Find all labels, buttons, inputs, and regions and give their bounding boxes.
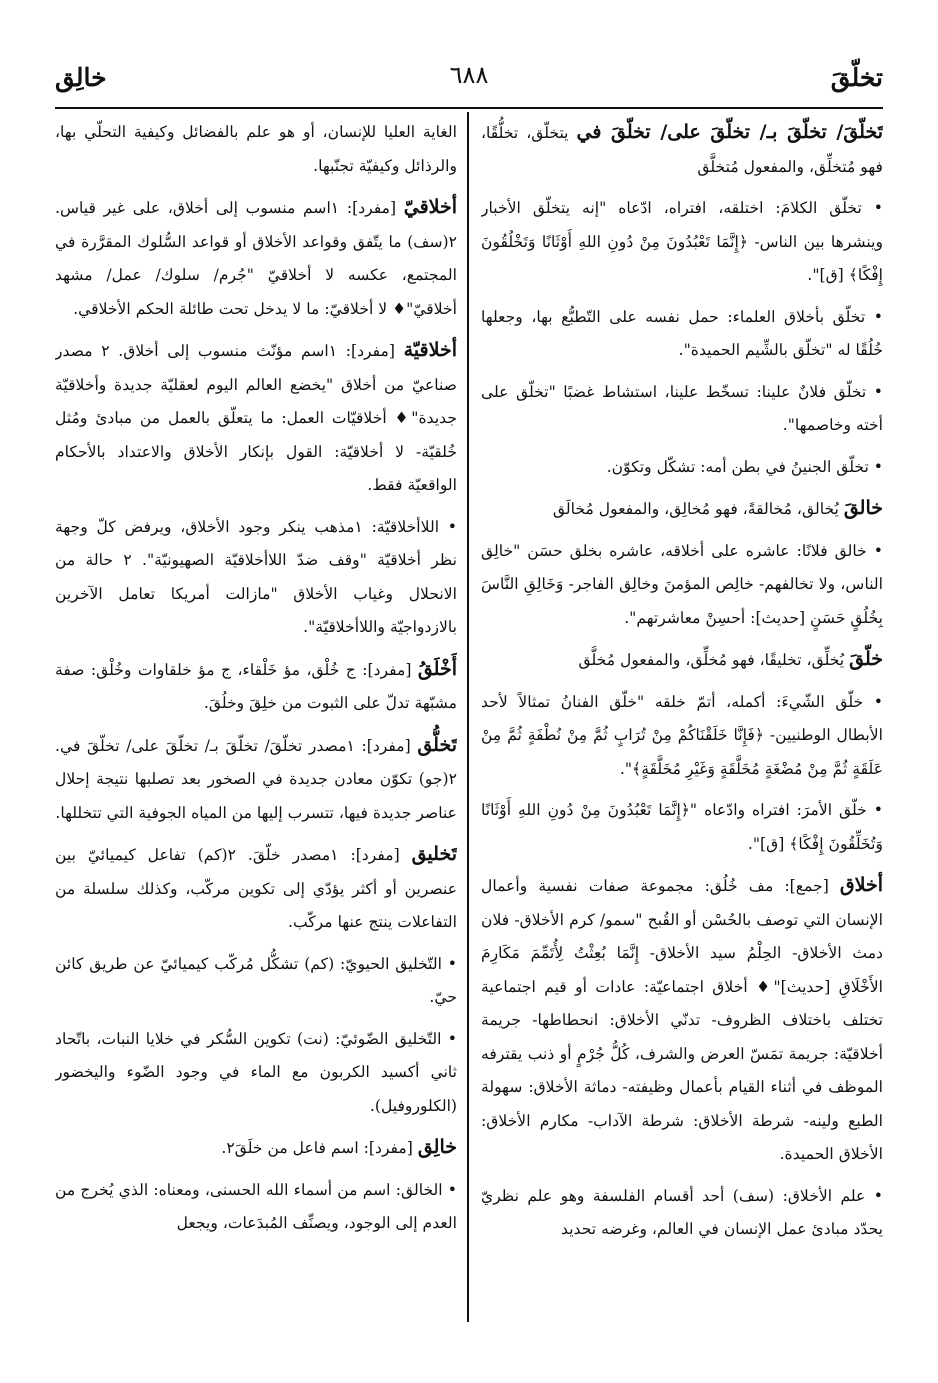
entry-headword: تَخليق (411, 843, 457, 865)
dictionary-entry (481, 869, 883, 1172)
entry-text: • خلّق الأمرَ: افتراه وادّعاه "﴿إِنَّمَا تَعْبُدُونَ مِنْ دُونِ اللهِ أَوْثَانًا وَتُخَلِّقُونَ إِفْكًا﴾ [ق]". (481, 801, 883, 853)
entry-text: [مفرد]: ١اسم مؤنّث منسوب إلى أخلاق. ٢ مصدر صناعيّ من أخلاق "يخضع العالم اليوم لعقليّة جديدة وأخلاقيّة جديدة"♦ أخلاقيّات العمل: ما يتعلّق بالعمل من مبادئ ومُثل خُلقيّة- لا أخلاقيّة: القول بإنكار الأخلاق والاعتداد بالأحكام الواقعيّة فقط. (55, 342, 457, 494)
entry-text: [مفرد]: ١مصدر تخلّقَ/ تخلّقَ بـ/ تخلّقَ على/ تخلّقَ في. ٢(جو) تكوّن معادن جديدة في الصخور بعد تصلبها نتيجة إحلال عناصر جديدة فيها، تتسرب إليها من المياه الجوفية التي تتخللها. (55, 736, 457, 822)
dictionary-entry (55, 511, 457, 645)
entry-headword: تَخلُّق (417, 733, 457, 756)
dictionary-entry (55, 191, 457, 326)
right-column (481, 116, 883, 1331)
entry-text: • التّخليق الضّوئيّ: (نت) تكوين السُّكر في خلايا النبات، باتّحاد ثاني أكسيد الكربون مع الماء في وجود الضّوء واليخضور (الكلوروفيل). (55, 1029, 457, 1115)
entry-text: [مفرد]: ١مصدر خلّقَ. ٢(كم) تفاعل كيميائيّ بين عنصرين أو أكثر يؤدّي إلى تكوين مركّب، وكذلك سلسلة من التفاعلات ينتج عنها مركّب. (55, 846, 457, 931)
dictionary-entry (481, 376, 883, 443)
entry-text: • الخالق: اسم من أسماء الله الحسنى، ومعناه: الذي يُخرج من العدم إلى الوجود، ويصنِّف المُبدَعات، ويجعل (55, 1180, 457, 1232)
page-number: ٦٨٨ (449, 61, 489, 89)
dictionary-entry (55, 1023, 457, 1124)
entry-headword: خالقَ (843, 497, 883, 519)
entry-headword: تَخلّقَ/ تخلّقَ بـ/ تخلّقَ على/ تخلّقَ في (576, 121, 883, 143)
dictionary-entry (481, 116, 883, 184)
dictionary-entry (481, 192, 883, 293)
entry-text: • تخلّق الجنينُ في بطن أمه: تشكّل وتكوّن. (606, 457, 883, 476)
entry-text: • تخلّق بأخلاق العلماء: حمل نفسه على التّطبُّع بها، وجعلها خُلُقًا له "تخلّق بالشِّيم الحميدة". (481, 307, 883, 359)
entry-text: يُخالق، مُخالقةً، فهو مُخالِق، والمفعول مُخالَق (552, 500, 844, 518)
entry-text: • علم الأخلاق: (سف) أحد أقسام الفلسفة وهو علم نظريّ يحدّد مبادئ عمل الإنسان في العالم، وغرضه تحديد (481, 1186, 883, 1238)
header-left-headword: خالِق (55, 63, 107, 92)
entry-text: • تخلّق فلانٌ علينا: تسخّط علينا، استشاط غضبًا "تخلّق على أخته وخاصمها". (481, 382, 883, 434)
entry-text: [مفرد]: ج خُلْق، مؤ خَلْقاء، ج مؤ خلقاوات وخُلْق: صفة مشبّهة تدلّ على الثبوت من خلِقَ وخلُقَ. (55, 660, 457, 712)
entry-headword: خلّقَ (849, 648, 883, 670)
left-column (55, 116, 457, 1331)
entry-headword: خالِق (417, 1136, 457, 1158)
dictionary-entry (55, 1131, 457, 1166)
entry-headword: أخلاقيّة (403, 339, 457, 361)
dictionary-entry (55, 729, 457, 831)
dictionary-entry (481, 643, 883, 678)
entry-text: • التّخليق الحيويّ: (كم) تشكُّل مُركّب كيميائيّ عن طريق كائن حيّ. (55, 954, 457, 1006)
entry-text: الغاية العليا للإنسان، أو هو علم بالفضائل وكيفية التحلّي بها، والرذائل وكيفيّة تجنّبها. (55, 123, 457, 175)
dictionary-entry (481, 301, 883, 368)
entry-text: [مفرد]: ١اسم منسوب إلى أخلاق، على غير قياس. ٢(سف) ما يتّفق وقواعد الأخلاق أو قواعد السُّلوك المقرَّرة في المجتمع، عكسه لا أخلاقيّ "جُرم/ سلوك/ عمل/ مشهد أخلاقيّ"♦ لا أخلاقيّ: ما لا يدخل تحت طائلة الحكم الأخلاقي. (55, 199, 457, 318)
dictionary-entry (481, 451, 883, 485)
column-divider (467, 112, 469, 1322)
header-rule (55, 107, 883, 109)
dictionary-entry (481, 1180, 883, 1247)
entry-text: • تخلّق الكلامَ: اختلقه، افتراه، ادّعاه "إنه يتخلّق الأخبار وينشرها بين الناس- ﴿إِنَّمَا تَعْبُدُونَ مِنْ دُونِ اللهِ أَوْثَانًا وَتَخْلُقُونَ إِفْكًا﴾ [ق]". (481, 199, 883, 284)
dictionary-entry (481, 794, 883, 861)
dictionary-entry (55, 948, 457, 1015)
dictionary-entry (55, 334, 457, 503)
entry-text: [مفرد]: اسم فاعل من خلَقَ٢. (221, 1139, 418, 1157)
dictionary-entry (55, 116, 457, 183)
entry-text: • اللاأخلاقيّة: ١مذهب ينكر وجود الأخلاق، ويرفض كلّ وجهة نظر أخلاقيّة "وقف ضدّ اللاأخلاقيّة الصهيونيّة". ٢ حالة من الانحلال وغياب الأخلاق "مازالت أمريكا تعامل الآخرين بالازدواجيّة واللاأخلاقيّة". (55, 517, 457, 636)
entry-headword: أَخْلَقُ (417, 657, 457, 680)
dictionary-entry (55, 838, 457, 940)
dictionary-entry (481, 686, 883, 787)
entry-text: يُخلِّق، تخليقًا، فهو مُخلِّق، والمفعول مُخلَّق (578, 651, 850, 669)
entry-headword: أخلاقيّ (403, 196, 457, 218)
dictionary-entry (481, 492, 883, 527)
entry-text: • خالق فلانًا: عاشره على أخلاقه، عاشره بخلق حسَن "خالِق الناس، ولا تخالفهم- خالِص المؤمنَ وخالِق الفاجر- وَخَالِقِ النَّاسَ بِخُلُقٍ حَسَنٍ [حديث]: أحسِنْ معاشرتهم". (481, 541, 883, 627)
page-header (55, 55, 883, 105)
dictionary-entry (481, 535, 883, 636)
entry-text: يتخلّق، تخلُّقًا، فهو مُتخلِّق، والمفعول مُتخلَّق (481, 124, 883, 176)
entry-text: • خلّق الشّيءَ: أكمله، أتمّ خلقه "خلّق الفنانُ تمثالاً لأحد الأبطال الوطنيين- ﴿فَإِنَّا خَلَقْنَاكُمْ مِنْ تُرَابٍ ثُمَّ مِنْ نُطْفَةٍ ثُمَّ مِنْ عَلَقَةٍ ثُمَّ مِنْ مُضْغَةٍ مُخَلَّقَةٍ وَغَيْرِ مُخَلَّقَةٍ﴾". (481, 692, 883, 778)
dictionary-entry (55, 1174, 457, 1241)
header-right-headword: تخلّقَ (830, 63, 883, 92)
entry-text: [جمع]: مف خُلُق: مجموعة صفات نفسية وأعمال الإنسان التي توصف بالحُسْن أو القُبح "سمو/ كرم الأخلاق- فلان دمث الأخلاق- الحِلْمُ سيد الأخلاق- إِنَّمَا بُعِثْتُ لِأُتَمِّمَ مَكَارِمَ الأَخْلَاقِ [حديث]"♦ أخلاق اجتماعيّة: عادات أو قيم اجتماعية تختلف باختلاف الظروف- تدنّي الأخلاق: انحطاطها- جريمة أخلاقيّة: جريمة تمَسّ العرض والشرف، كُلُّ جُرْمٍ أو ذنب يقترفه الموظف في أثناء القيام بأعمال وظيفته- دماثة الأخلاق: سهولة الطبع ولينه- شرطة الأخلاق: شرطة الآداب- مكارم الأخلاق: الأخلاق الحميدة. (481, 877, 883, 1163)
dictionary-entry (55, 653, 457, 721)
entry-headword: أخلاق (839, 874, 883, 896)
